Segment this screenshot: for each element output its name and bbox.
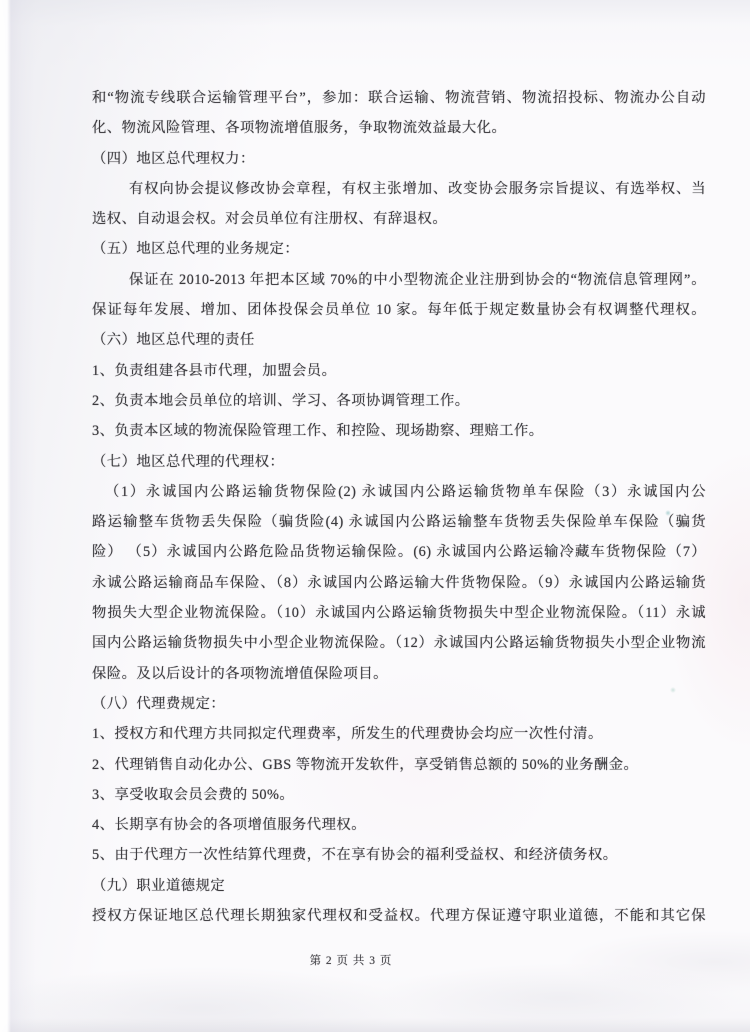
section-heading: （九）职业道德规定 (92, 877, 226, 894)
page-footer: 第 2 页 共 3 页 (309, 955, 393, 967)
text-line: 选权、自动退会权。对会员单位有注册权、有辞退权。 (92, 211, 448, 228)
text-line: （1）永诚国内公路运输货物保险(2) 永诚国内公路运输货物单车保险（3）永诚国内公 (105, 483, 706, 500)
text-line: 和“物流专线联合运输管理平台”，参加：联合运输、物流营销、物流招投标、物流办公自动 (92, 90, 706, 106)
list-item: 3、负责本区域的物流保险管理工作、和控险、现场勘察、理赔工作。 (92, 423, 544, 440)
text-line: 永诚公路运输商品车保险、（8）永诚国内公路运输大件货物保险。（9）永诚国内公路运输货 (92, 574, 706, 591)
list-item: 1、授权方和代理方共同拟定代理费率，所发生的代理费协会均应一次性付清。 (92, 726, 603, 743)
text-line: 化、物流风险管理、各项物流增值服务，争取物流效益最大化。 (92, 120, 507, 137)
section-heading: （六）地区总代理的责任 (92, 332, 255, 349)
text-line: 授权方保证地区总代理长期独家代理权和受益权。代理方保证遵守职业道德，不能和其它保 (92, 908, 706, 925)
text-line: 路运输整车货物丢失保险（骗货险(4) 永诚国内公路运输整车货物丢失保险单车保险（骗货 (92, 514, 706, 531)
list-item: 5、由于代理方一次性结算代理费，不在享有协会的福利受益权、和经济债务权。 (92, 847, 618, 864)
section-heading: （七）地区总代理的代理权： (92, 453, 285, 470)
text-line: 险） （5）永诚国内公路危险品货物运输保险。(6) 永诚国内公路运输冷藏车货物保险（7） (92, 544, 706, 561)
text-line: 保证每年发展、增加、团体投保会员单位 10 家。每年低于规定数量协会有权调整代理权。 (92, 302, 706, 319)
list-item: 3、享受收取会员会费的 50%。 (92, 786, 295, 803)
section-heading: （四）地区总代理权力： (92, 150, 255, 167)
text-line: 有权向协会提议修改协会章程，有权主张增加、改变协会服务宗旨提议、有选举权、当 (129, 180, 706, 197)
document-body (92, 83, 706, 931)
list-item: 1、负责组建各县市代理，加盟会员。 (92, 362, 337, 379)
text-line: 物损失大型企业物流保险。（10）永诚国内公路运输货物损失中型企业物流保险。（11）永诚 (92, 605, 706, 622)
section-heading: （八）代理费规定： (92, 695, 226, 712)
list-item: 4、长期享有协会的各项增值服务代理权。 (92, 817, 366, 834)
text-line: 保证在 2010-2013 年把本区域 70%的中小型物流企业注册到协会的“物流信息管理网”。 (129, 271, 706, 288)
list-item: 2、负责本地会员单位的培训、学习、各项协调管理工作。 (92, 392, 470, 409)
text-line: 国内公路运输货物损失中小型企业物流保险。（12）永诚国内公路运输货物损失小型企业物流 (92, 635, 706, 652)
section-heading: （五）地区总代理的业务规定： (92, 241, 300, 258)
text-line: 保险。及以后设计的各项物流增值保险项目。 (92, 665, 388, 682)
list-item: 2、代理销售自动化办公、GBS 等物流开发软件，享受销售总额的 50%的业务酬金。 (92, 756, 639, 773)
